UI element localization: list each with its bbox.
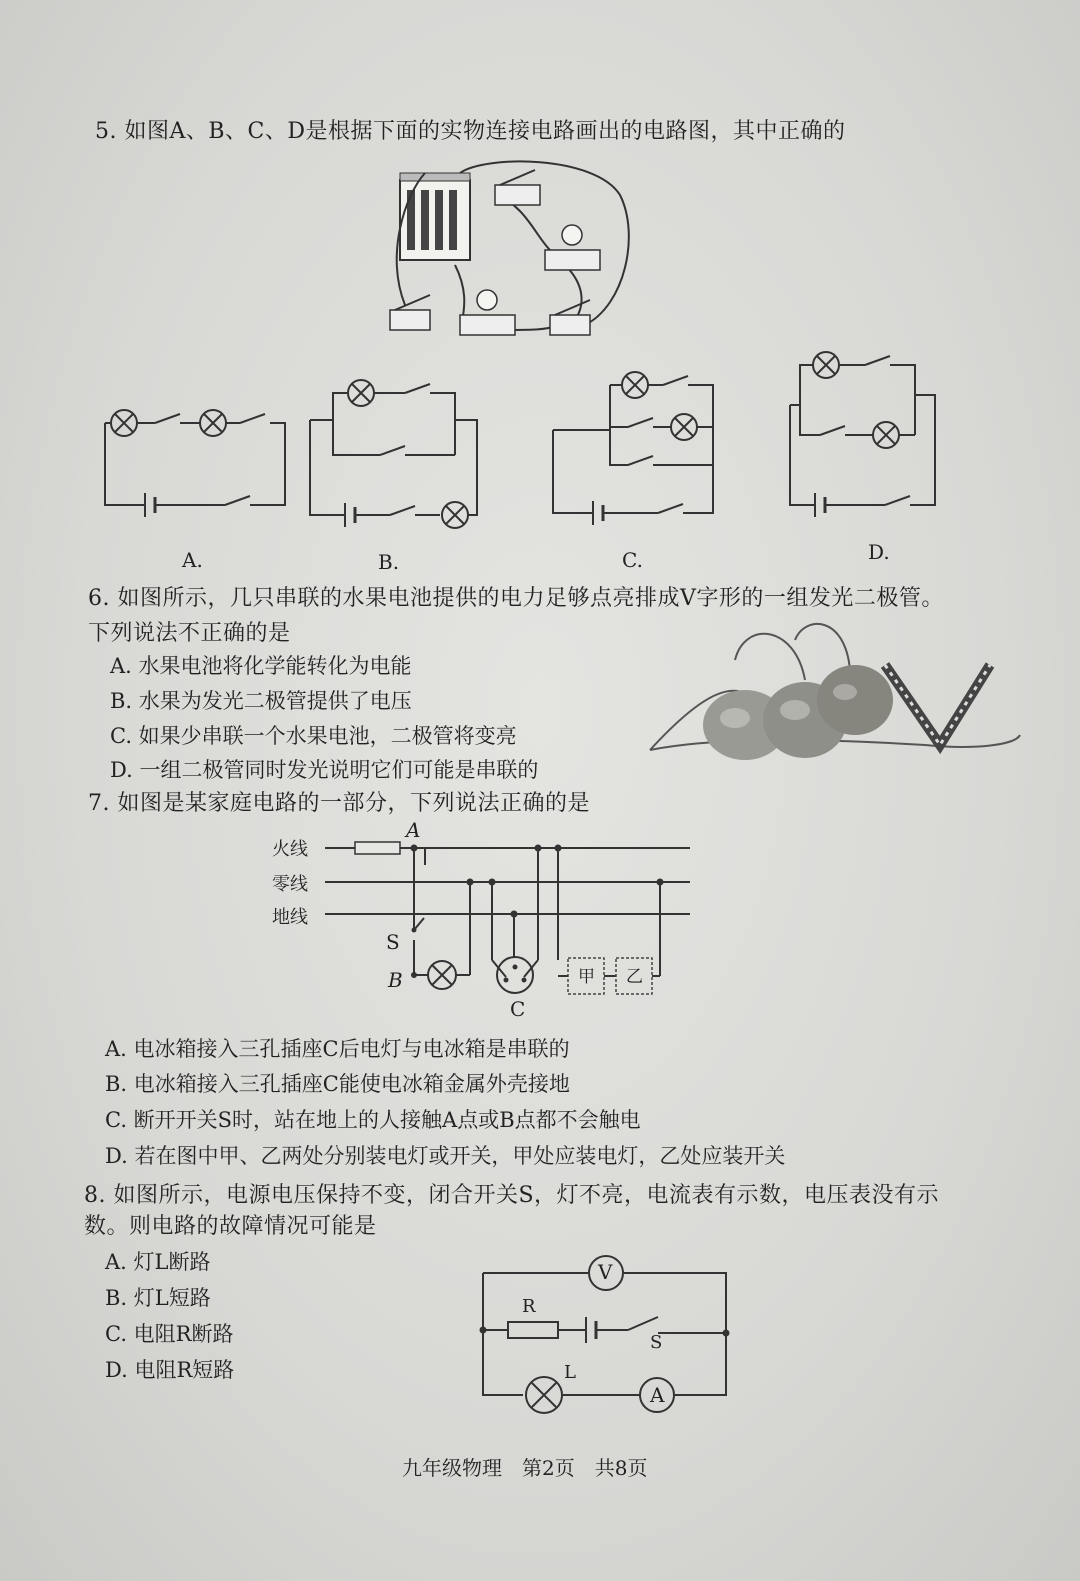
q7-stem: 7. 如图是某家庭电路的一部分，下列说法正确的是	[88, 791, 590, 816]
q5-circuit-c	[548, 365, 723, 525]
q5-circuit-b	[305, 375, 485, 535]
q8-stem: 8. 如图所示，电源电压保持不变，闭合开关S，灯不亮，电流表有示数，电压表没有示	[84, 1183, 940, 1208]
q5-label-c: C.	[622, 548, 643, 572]
q5-physical-circuit	[385, 155, 635, 350]
q5-label-b: B.	[378, 550, 400, 574]
q5-circuit-a	[100, 405, 290, 530]
q6-stem: 6. 如图所示，几只串联的水果电池提供的电力足够点亮排成V字形的一组发光二极管。	[88, 586, 944, 611]
q8-ammeter-label: A	[650, 1383, 665, 1407]
q7-box-yi: 乙	[626, 967, 643, 987]
q8-option-b: B. 灯L短路	[105, 1286, 211, 1310]
q8-option-c: C. 电阻R断路	[105, 1322, 234, 1346]
q7-socket-c: C	[510, 997, 526, 1021]
q5-circuit-d	[785, 345, 945, 525]
q8-option-a: A. 灯L断路	[105, 1250, 211, 1274]
q7-option-b: B. 电冰箱接入三孔插座C能使电冰箱金属外壳接地	[105, 1072, 570, 1096]
q7-point-b: B	[388, 968, 403, 992]
q7-ground-wire-label: 地线	[272, 907, 308, 928]
q7-switch-s: S	[386, 930, 400, 954]
q6-fruit-battery-image	[645, 620, 1025, 780]
q8-option-d: D. 电阻R短路	[105, 1358, 235, 1382]
q8-switch-label: S	[650, 1332, 663, 1353]
q8-voltmeter-label: V	[598, 1260, 613, 1284]
q7-box-jia: 甲	[578, 967, 595, 987]
q7-live-wire-label: 火线	[272, 839, 308, 860]
q8-lamp-label: L	[564, 1362, 576, 1383]
q7-neutral-wire-label: 零线	[272, 874, 308, 895]
q8-stem-2: 数。则电路的故障情况可能是	[84, 1214, 377, 1239]
q7-household-circuit	[320, 830, 700, 1010]
q5-stem: 5. 如图A、B、C、D是根据下面的实物连接电路画出的电路图，其中正确的	[95, 119, 846, 144]
q6-option-c: C. 如果少串联一个水果电池，二极管将变亮	[110, 724, 517, 748]
q7-point-a: A	[406, 818, 421, 842]
q7-option-c: C. 断开开关S时，站在地上的人接触A点或B点都不会触电	[105, 1108, 641, 1132]
q6-option-b: B. 水果为发光二极管提供了电压	[110, 689, 412, 713]
q5-label-a: A.	[182, 548, 203, 572]
q8-resistor-label: R	[522, 1296, 536, 1317]
q6-option-d: D. 一组二极管同时发光说明它们可能是串联的	[110, 758, 539, 782]
page-footer: 九年级物理 第2页 共8页	[402, 1456, 648, 1480]
q5-label-d: D.	[868, 540, 890, 564]
q6-stem-2: 下列说法不正确的是	[88, 621, 291, 646]
q7-option-a: A. 电冰箱接入三孔插座C后电灯与电冰箱是串联的	[105, 1037, 570, 1061]
q7-option-d: D. 若在图中甲、乙两处分别装电灯或开关，甲处应装电灯，乙处应装开关	[105, 1144, 786, 1168]
q6-option-a: A. 水果电池将化学能转化为电能	[110, 654, 412, 678]
